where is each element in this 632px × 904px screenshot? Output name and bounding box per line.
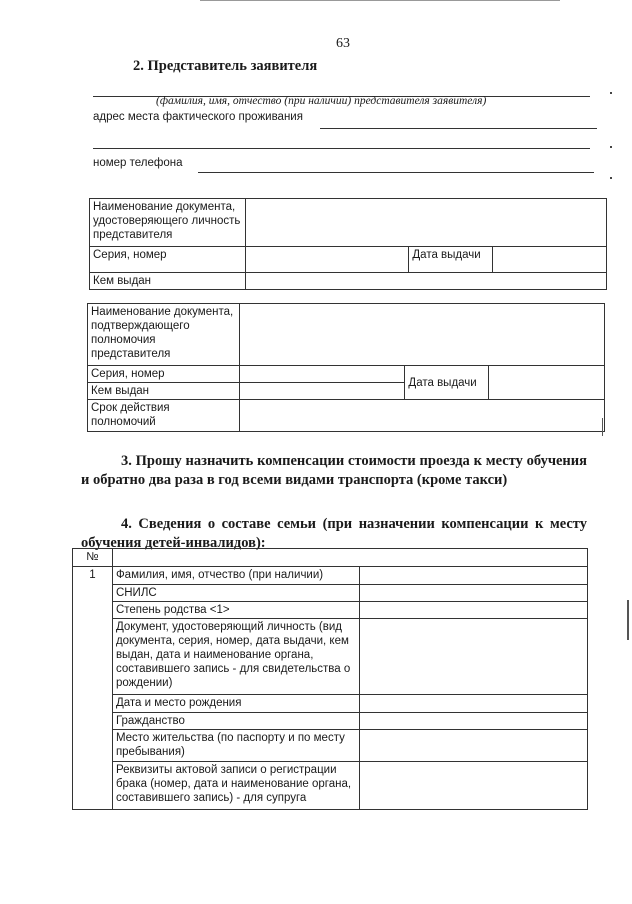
field-kinship-label: Степень родства <1> (112, 602, 359, 619)
address-label: адрес места фактического проживания (93, 111, 303, 123)
doc2-validity-label: Срок действия полномочий (88, 400, 240, 432)
doc1-issued-by-value[interactable] (245, 273, 606, 290)
doc2-issue-date-label: Дата выдачи (405, 366, 489, 400)
family-members-table (72, 548, 588, 810)
doc2-name-label: Наименование документа, подтверждающего полномочия представителя (88, 304, 240, 366)
address-line-1[interactable] (320, 128, 597, 129)
scan-mark (610, 177, 612, 179)
doc1-series-value[interactable] (245, 247, 409, 273)
field-id-document-label: Документ, удостоверяющий личность (вид документа, серия, номер, дата выдачи, кем выдан, дата и наименование органа, составившего запись - для свидетельства о рождении) (112, 619, 359, 695)
address-line-2[interactable] (93, 148, 590, 149)
section-2-heading: 2. Представитель заявителя (133, 58, 318, 74)
field-birth-value[interactable] (359, 695, 587, 713)
scan-mark (602, 418, 603, 436)
doc1-issue-date-value[interactable] (493, 247, 607, 273)
phone-label: номер телефона (93, 157, 183, 169)
field-birth-label: Дата и место рождения (112, 695, 359, 713)
phone-line[interactable] (198, 172, 594, 173)
section-4-heading: 4. Сведения о составе семьи (при назначении компенсации к месту обучения детей-инвалидов): (81, 516, 587, 551)
field-snils-label: СНИЛС (112, 585, 359, 602)
doc1-issue-date-label: Дата выдачи (409, 247, 493, 273)
field-kinship-value[interactable] (359, 602, 587, 619)
field-snils-value[interactable] (359, 585, 587, 602)
doc1-name-label: Наименование документа, удостоверяющего личность представителя (90, 199, 246, 247)
doc2-issued-by-value[interactable] (239, 383, 405, 400)
field-marriage-record-label: Реквизиты актовой записи о регистрации брака (номер, дата и наименование органа, составившего запись) - для супруга (112, 762, 359, 810)
doc2-series-label: Серия, номер (88, 366, 240, 383)
doc2-validity-value[interactable] (239, 400, 604, 432)
identity-document-table (89, 198, 607, 290)
representative-name-caption: (фамилия, имя, отчество (при наличии) представителя заявителя) (156, 95, 487, 107)
field-citizenship-label: Гражданство (112, 713, 359, 730)
top-edge-line (200, 0, 560, 1)
page-number: 63 (336, 36, 350, 51)
col-number-header: № (73, 549, 113, 567)
scan-mark (610, 92, 612, 94)
doc2-series-value[interactable] (239, 366, 405, 383)
scan-mark (627, 600, 629, 640)
doc1-name-value[interactable] (245, 199, 606, 247)
authority-document-table (87, 303, 605, 432)
field-residence-value[interactable] (359, 730, 587, 762)
doc1-issued-by-label: Кем выдан (90, 273, 246, 290)
section-3-request: 3. Прошу назначить компенсации стоимости проезда к месту обучения и обратно два раза в год всеми видами транспорта (кроме такси) (81, 453, 587, 488)
field-id-document-value[interactable] (359, 619, 587, 695)
doc2-issued-by-label: Кем выдан (88, 383, 240, 400)
col-header-empty (112, 549, 587, 567)
scan-mark (610, 146, 612, 148)
field-residence-label: Место жительства (по паспорту и по месту пребывания) (112, 730, 359, 762)
field-marriage-record-value[interactable] (359, 762, 587, 810)
row-number: 1 (73, 567, 113, 810)
field-fio-value[interactable] (359, 567, 587, 585)
doc1-series-label: Серия, номер (90, 247, 246, 273)
field-citizenship-value[interactable] (359, 713, 587, 730)
doc2-issue-date-value[interactable] (489, 366, 605, 400)
field-fio-label: Фамилия, имя, отчество (при наличии) (112, 567, 359, 585)
doc2-name-value[interactable] (239, 304, 604, 366)
